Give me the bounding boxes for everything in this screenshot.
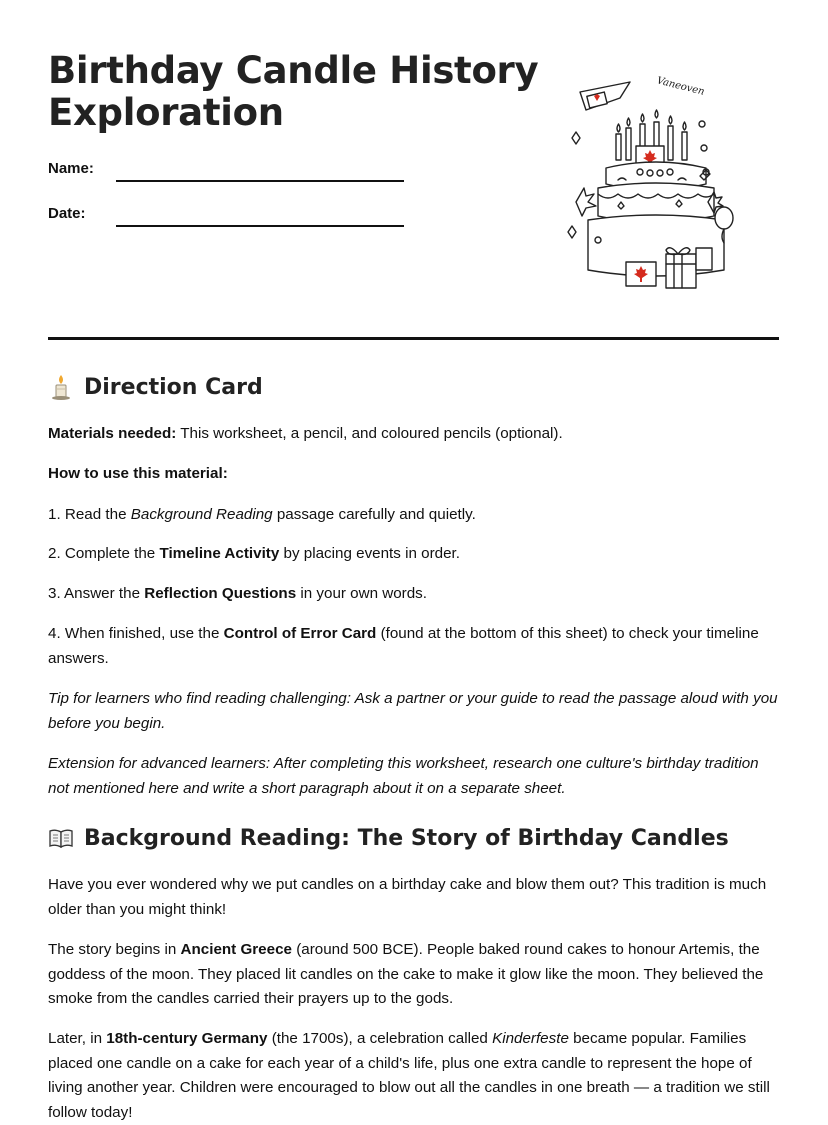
direction-card-title: Direction Card (84, 374, 263, 400)
title-line-1: Birthday Candle History (48, 49, 539, 92)
header-divider (48, 337, 779, 340)
materials-line (48, 422, 779, 447)
page-title (48, 50, 548, 134)
step-1: 1. Read the Background Reading passage carefully and quietly. (48, 506, 476, 523)
extension-text: Extension for advanced learners: After completing this worksheet, research one culture's birthday tradition not mentioned here and write a short paragraph about it on a separate sheet. (48, 755, 759, 797)
direction-card-heading (48, 374, 263, 400)
open-book-icon (48, 825, 74, 851)
illustration-script-text: Vaneoven (655, 75, 706, 98)
step-4: 4. When finished, use the Control of Error Card (found at the bottom of this sheet) to check your timeline answers. (48, 625, 759, 667)
date-field[interactable] (116, 225, 404, 227)
date-label: Date: (48, 205, 86, 222)
step-3: 3. Answer the Reflection Questions in your own words. (48, 585, 427, 602)
materials-label: Materials needed: (48, 425, 177, 442)
birthday-cake-illustration (558, 72, 754, 292)
name-field[interactable] (116, 180, 404, 182)
reading-paragraph-1: Have you ever wondered why we put candles on a birthday cake and blow them out? This tradition is much older than you might think! (48, 876, 767, 918)
how-to-label: How to use this material: (48, 465, 228, 482)
step-2: 2. Complete the Timeline Activity by placing events in order. (48, 545, 460, 562)
reading-paragraph-3: Later, in 18th-century Germany (the 1700s), a celebration called Kinderfeste became popular. Families placed one candle on a cake for each year of a child's life, plus one extra candle to represent the hope of living another year. Children were encouraged to blow out all the candles in one breath — a tradition we still follow today! (48, 1030, 770, 1121)
materials-text: This worksheet, a pencil, and coloured pencils (optional). (176, 425, 563, 442)
title-line-2: Exploration (48, 91, 284, 134)
reading-paragraph-2: The story begins in Ancient Greece (around 500 BCE). People baked round cakes to honour Artemis, the goddess of the moon. They placed lit candles on the cake to make it glow like the moon. They believed the smoke from the candles carried their prayers up to the gods. (48, 941, 764, 1007)
background-reading-heading (48, 825, 729, 851)
name-label: Name: (48, 160, 94, 177)
background-reading-title: Background Reading: The Story of Birthday Candles (84, 825, 729, 851)
candle-icon (48, 374, 74, 400)
tip-text: Tip for learners who find reading challenging: Ask a partner or your guide to read the passage aloud with you before you begin. (48, 690, 778, 732)
